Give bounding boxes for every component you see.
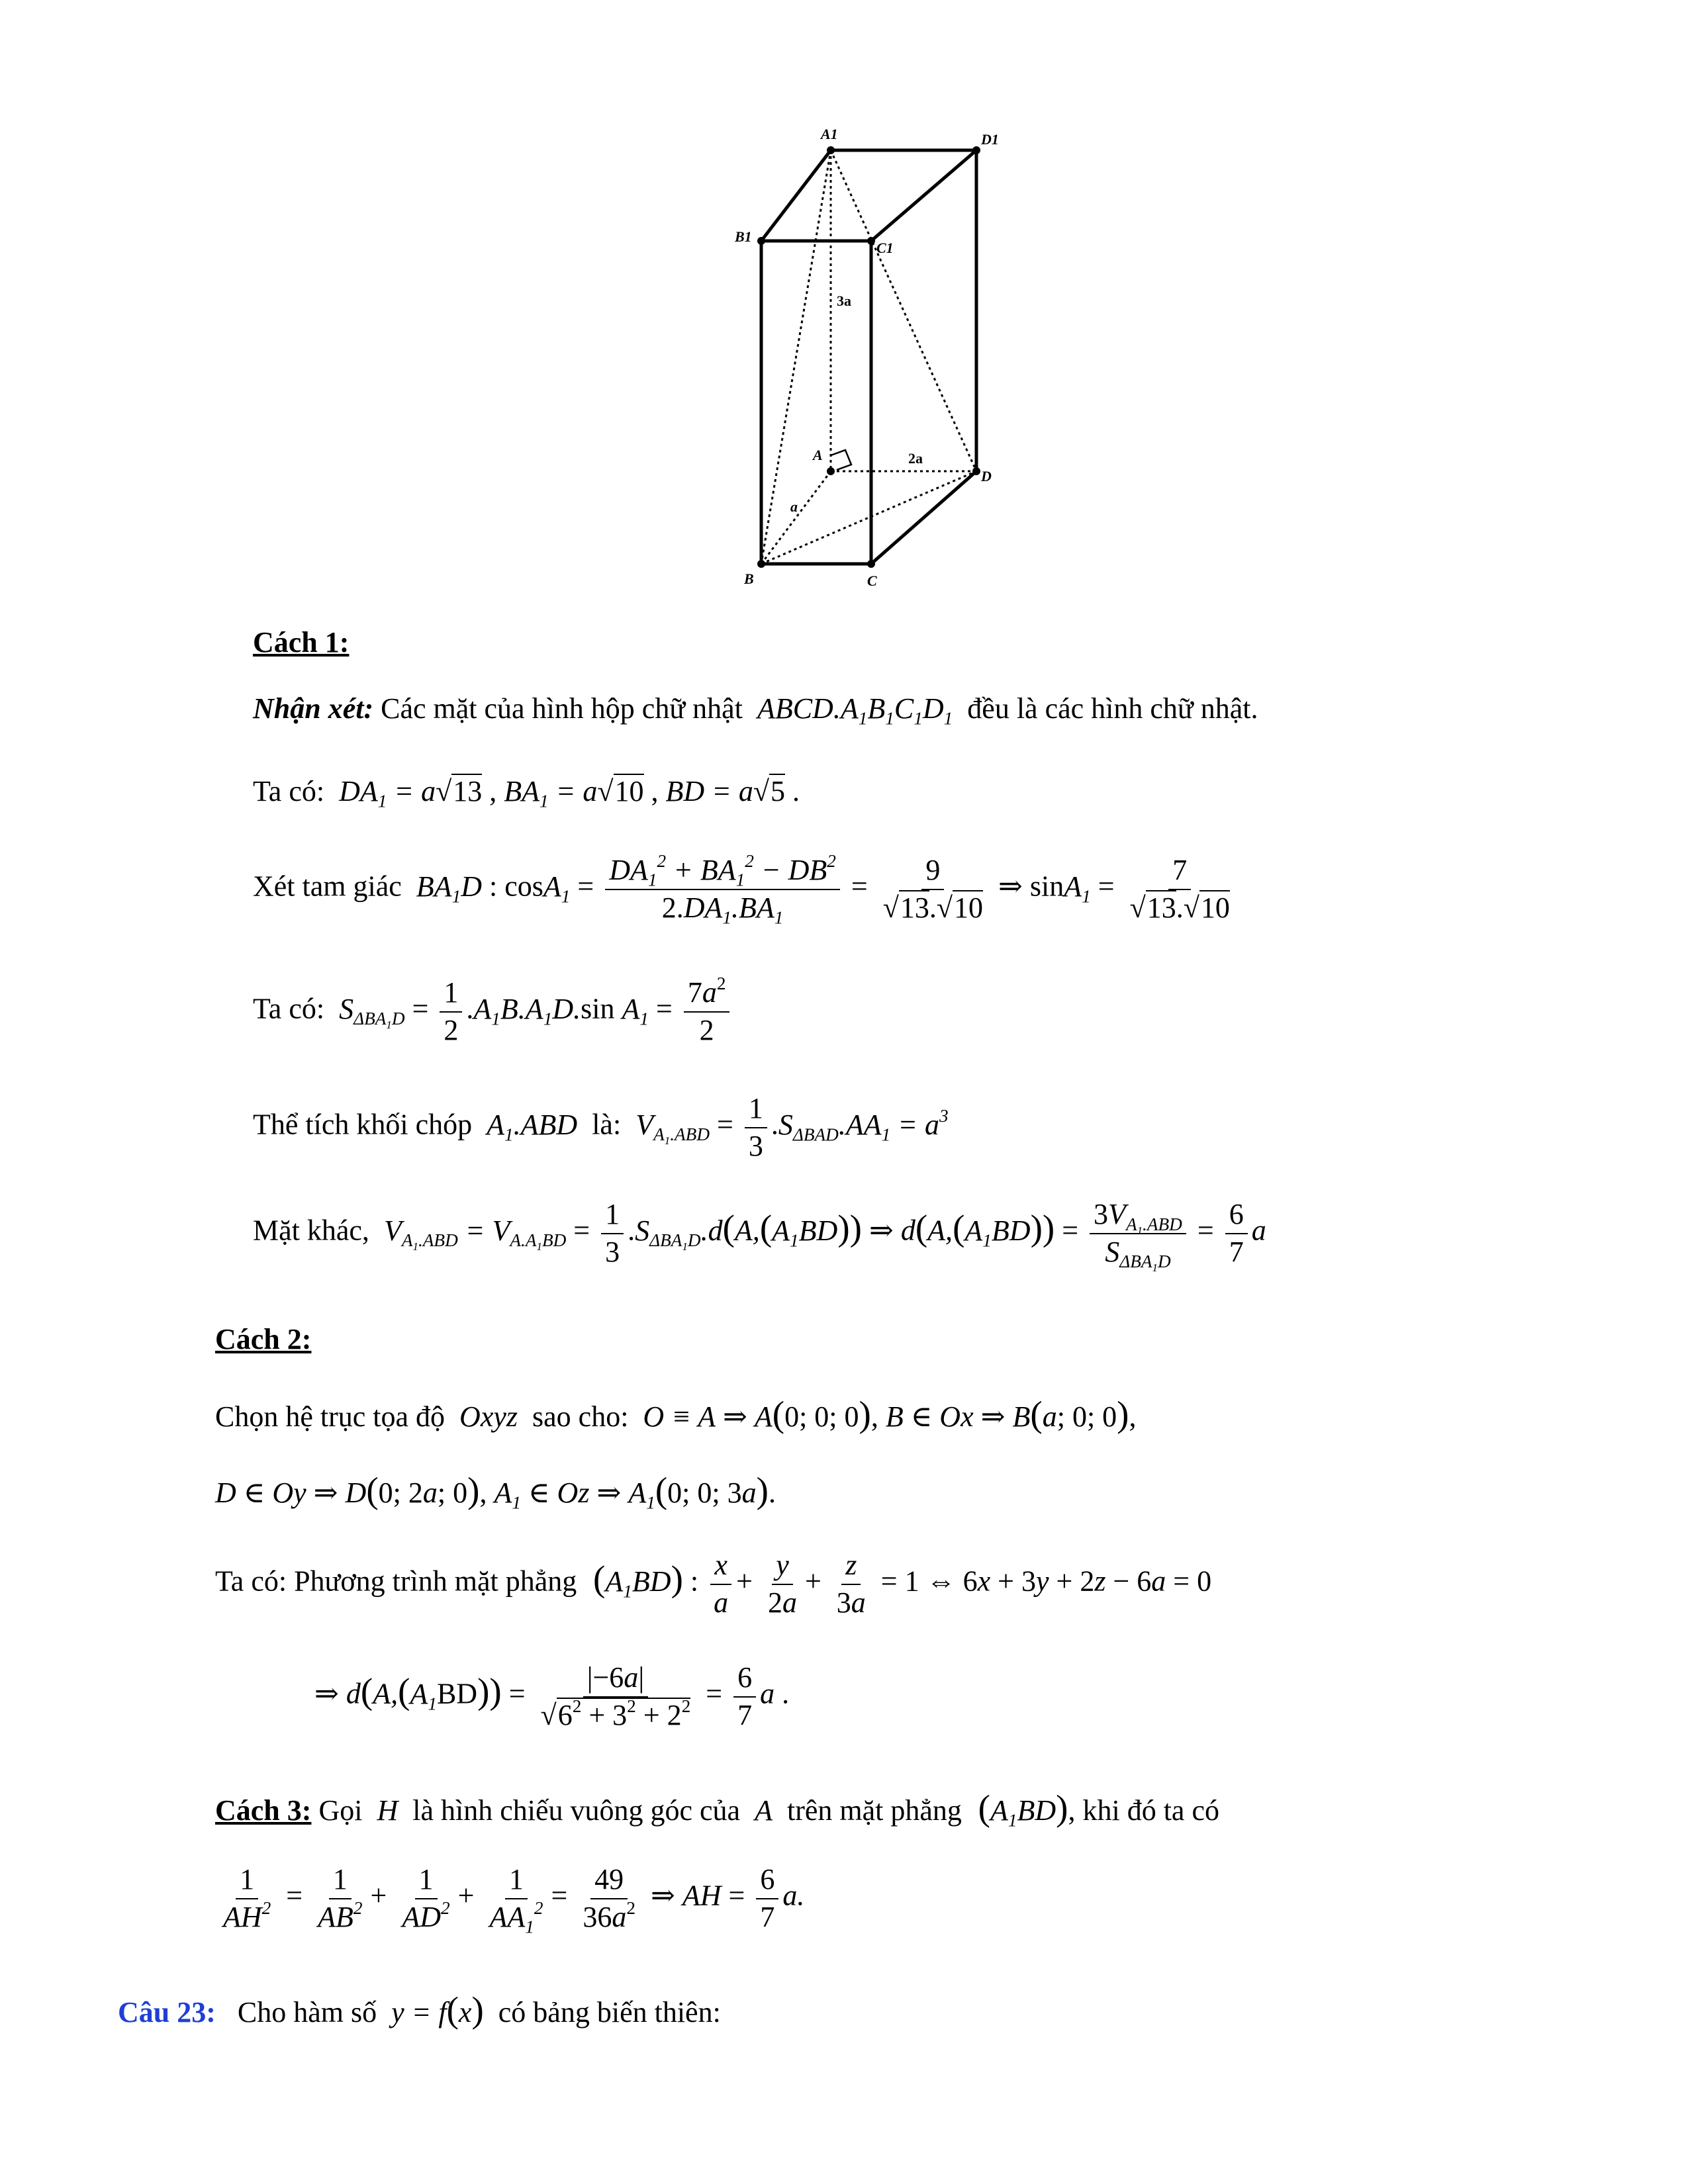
cach3-heading: Cách 3: <box>215 1794 312 1827</box>
cach1-cos-formula: Xét tam giác $BA_1D$ : cosA$_1$ = $\frac{DA_1^2 + BA_1^2 - DB^2}{2.DA_1.BA_1}$ = $\frac{9}{√13.√10}$ ⇒ sinA$_1$ = $\frac{7}{√13.√10}$ <box>253 850 1230 928</box>
cach2-distance-result: ⇒ $d(A,(A_1BD))$ = $\frac{|-6a|}{√6^2 + 3^2 + 2^2}$ = $\frac{6}{7}$ a . <box>314 1661 790 1731</box>
label-B1: B1 <box>735 228 752 245</box>
label-B: B <box>744 570 754 587</box>
cach2-heading: Cách 2: <box>215 1323 312 1355</box>
label-width: 2a <box>908 450 923 467</box>
cach1-volume-formula: Thể tích khối chóp $A_1.ABD$ là: $V_{A_1.ABD}$ = $\frac{1}{3}$ $.S_{\Delta BAD}.AA_1 = a^3$ <box>253 1092 949 1162</box>
label-C1: C1 <box>876 240 894 256</box>
cach2-coords-line2: D ∈ Oy ⇒ D(0; 2a; 0), $A_1$ ∈ Oz ⇒ $A_1(0$; 0; 3a). <box>215 1470 776 1513</box>
cach1-heading: Cách 1: <box>253 626 350 659</box>
cach2-plane-equation: Ta có: Phương trình mặt phẳng $(A_1BD)$ : $\frac{x}{a}$ + $\frac{y}{2a}$ + $\frac{z}{3a}$ = 1 ⇔ 6x + 3y + 2z − 6a = 0 <box>215 1549 1212 1619</box>
cach1-distance-formula: Mặt khác, $V_{A_1.ABD} = V_{A.A_1BD}$ = $\frac{1}{3}$ $.S_{\Delta BA_1D}.d(A,(A_1BD))$ ⇒ $d(A,(A_1BD))$ = $\frac{3V_{A_1.ABD}}{S_{\Delta BA_1D}}$ = $\frac{6}{7}$ a <box>253 1198 1266 1275</box>
label-D: D <box>981 468 992 484</box>
label-A1: A1 <box>821 126 838 142</box>
label-D1: D1 <box>981 131 999 148</box>
cau23-label: Câu 23: <box>118 1996 216 2028</box>
label-depth: a <box>790 498 798 515</box>
cach1-area-formula: Ta có: $S_{\Delta BA_1D}$ = $\frac{1}{2}$ $.A_1B.A_1D.\sin$ $A_1$ = $\frac{7a^2}{2}$ <box>253 976 733 1047</box>
label-height: 3a <box>837 293 851 309</box>
cach3-formula: $\frac{1}{AH^2}$ = $\frac{1}{AB^2}$ + $\frac{1}{AD^2}$ + $\frac{1}{AA_1^2}$ = $\frac{49}{36a^2}$ ⇒ AH = $\frac{6}{7}$ a. <box>223 1863 805 1937</box>
cau23: Câu 23: Cho hàm số y = f(x) có bảng biến thiên: <box>118 1989 721 2030</box>
label-A: A <box>813 447 823 463</box>
cach3-statement: Cách 3: Gọi H là hình chiếu vuông góc của A trên mặt phẳng $(A_1BD)$, khi đó ta có <box>215 1788 1219 1831</box>
cach1-lengths: Ta có: $DA_1 = a√13$ , $BA_1 = a√10$ , BD = a√5 . <box>253 775 800 811</box>
label-C: C <box>867 572 877 589</box>
box-figure <box>715 113 1099 596</box>
cach1-remark: Nhận xét: Các mặt của hình hộp chữ nhật $ABCD.A_1B_1C_1D_1$ đều là các hình chữ nhật. <box>253 692 1258 729</box>
cach2-coords-line1: Chọn hệ trục tọa độ Oxyz sao cho: O ≡ A ⇒ A(0; 0; 0), B ∈ Ox ⇒ B(a; 0; 0), <box>215 1394 1137 1434</box>
